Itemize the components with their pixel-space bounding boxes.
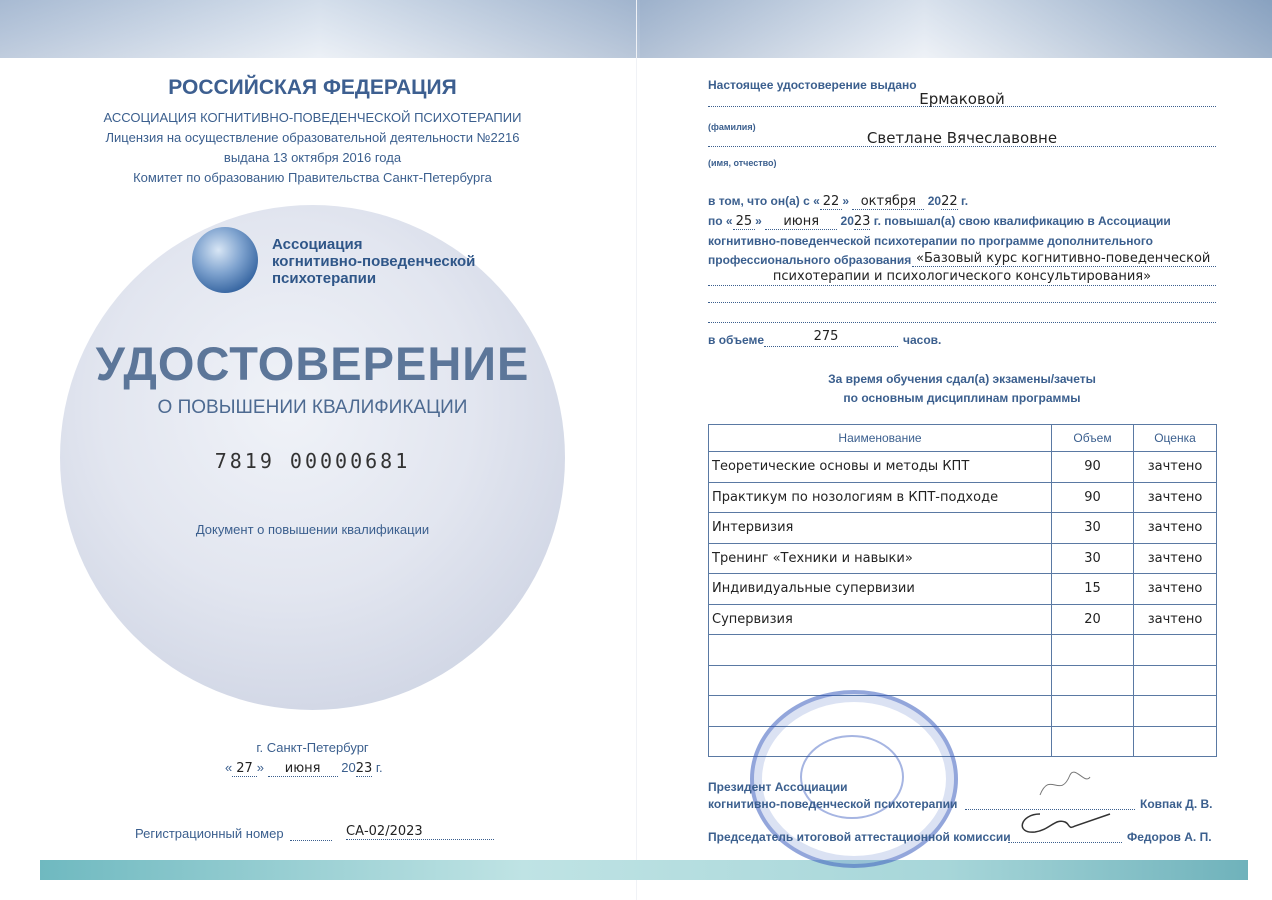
from-year-label: г. <box>960 194 969 208</box>
period-from-prefix: в том, что он(а) с <box>708 194 810 208</box>
certificate-number: 7819 00000681 <box>214 449 411 473</box>
table-row <box>709 665 1217 696</box>
footer-band <box>40 860 1248 880</box>
period-to <box>708 214 1171 230</box>
cell-volume: 20 <box>1052 604 1134 635</box>
chair-name: Федоров А. П. <box>1127 830 1212 844</box>
program-line-1: «Базовый курс когнитивно-поведенческой <box>916 251 1211 266</box>
table-header-row <box>709 425 1217 452</box>
grades-table <box>708 424 1217 757</box>
chair-signature-line <box>1008 842 1122 843</box>
blank-line-1 <box>708 302 1216 303</box>
to-year: 23 <box>853 214 871 229</box>
cell-grade: зачтено <box>1134 452 1217 483</box>
table-row <box>709 513 1217 544</box>
to-quote-close: » <box>755 214 762 228</box>
exams-line-2: по основным дисциплинам программы <box>843 391 1081 405</box>
table-row <box>709 482 1217 513</box>
cell-name: Практикум по нозологиям в КПТ-подходе <box>709 482 1052 513</box>
certificate-title: УДОСТОВЕРЕНИЕ <box>95 337 530 390</box>
cell-volume: 90 <box>1052 482 1134 513</box>
header-name: Наименование <box>709 425 1052 452</box>
cell-grade: зачтено <box>1134 574 1217 605</box>
cell-name: Индивидуальные супервизии <box>709 574 1052 605</box>
logo-text-line-1: Ассоциация <box>272 236 363 253</box>
name-value: Светлане Вячеславовне <box>866 129 1058 147</box>
issue-date <box>225 760 383 777</box>
date-year-label: г. <box>375 760 383 775</box>
blank-line-2 <box>708 322 1216 323</box>
cell-grade <box>1134 665 1217 696</box>
table-row <box>709 452 1217 483</box>
issued-to-label: Настоящее удостоверение выдано <box>708 78 917 92</box>
to-day: 25 <box>733 214 756 230</box>
date-quote-open: « <box>225 760 233 775</box>
document-kind: Документ о повышении квалификации <box>195 522 430 537</box>
table-row <box>709 635 1217 666</box>
cell-volume <box>1052 665 1134 696</box>
to-month: июня <box>765 214 837 230</box>
period-to-prefix: по <box>708 214 723 228</box>
president-signature-icon <box>1030 765 1100 805</box>
to-year-prefix: 20 <box>840 214 854 228</box>
date-quote-close: » <box>256 760 265 775</box>
org-line: АССОЦИАЦИЯ КОГНИТИВНО-ПОВЕДЕНЧЕСКОЙ ПСИХОТЕРАПИИ <box>103 110 522 125</box>
logo-text <box>272 236 475 287</box>
cell-grade <box>1134 635 1217 666</box>
cell-volume <box>1052 635 1134 666</box>
page-fold <box>636 0 637 900</box>
qualification-text-3: профессионального образования <box>708 253 912 267</box>
cell-volume: 30 <box>1052 543 1134 574</box>
from-year-prefix: 20 <box>927 194 942 208</box>
certificate-subtitle: О ПОВЫШЕНИИ КВАЛИФИКАЦИИ <box>157 397 468 418</box>
registration-dots <box>290 840 332 841</box>
chair-label: Председатель итоговой аттестационной комиссии <box>708 830 1011 844</box>
cell-name <box>709 665 1052 696</box>
association-logo-icon <box>192 227 258 293</box>
date-month: июня <box>268 761 338 777</box>
volume-dots <box>764 346 898 347</box>
name-label: (имя, отчество) <box>708 158 777 168</box>
quote-close: » <box>842 194 850 208</box>
cell-grade: зачтено <box>1134 543 1217 574</box>
cell-volume <box>1052 696 1134 727</box>
cell-name: Тренинг «Техники и навыки» <box>709 543 1052 574</box>
cell-name: Супервизия <box>709 604 1052 635</box>
city: г. Санкт-Петербург <box>256 740 369 755</box>
cell-grade <box>1134 726 1217 757</box>
logo-text-line-2: когнитивно-поведенческой <box>272 253 476 270</box>
to-quote-open: « <box>725 214 733 228</box>
header-band-left <box>0 0 640 58</box>
president-line-2: когнитивно-поведенческой психотерапии <box>708 797 958 811</box>
cell-name <box>709 635 1052 666</box>
period-from <box>708 194 968 210</box>
country-title: РОССИЙСКАЯ ФЕДЕРАЦИЯ <box>168 76 457 99</box>
cell-grade <box>1134 696 1217 727</box>
date-year-suffix: 23 <box>355 761 373 776</box>
cell-volume: 30 <box>1052 513 1134 544</box>
cell-volume: 90 <box>1052 452 1134 483</box>
table-row <box>709 574 1217 605</box>
volume-value: 275 <box>813 329 839 344</box>
from-day: 22 <box>820 194 843 210</box>
from-month: октября <box>852 194 924 210</box>
license-line: Лицензия на осуществление образовательной деятельности №2216 <box>105 130 520 145</box>
cell-volume: 15 <box>1052 574 1134 605</box>
surname-value: Ермаковой <box>919 90 1005 108</box>
cell-name: Интервизия <box>709 513 1052 544</box>
program-line-2-dots <box>708 285 1216 286</box>
surname-label: (фамилия) <box>708 122 756 132</box>
chair-signature-icon <box>1010 808 1120 838</box>
table-row <box>709 543 1217 574</box>
date-year-prefix: 20 <box>341 760 356 775</box>
logo-text-line-3: психотерапии <box>272 270 377 287</box>
committee-line: Комитет по образованию Правительства Санкт-Петербурга <box>133 170 492 185</box>
date-day: 27 <box>232 761 257 777</box>
table-row <box>709 604 1217 635</box>
program-line-2: психотерапии и психологического консультирования» <box>772 269 1152 284</box>
header-grade: Оценка <box>1134 425 1217 452</box>
program-line-1-dots <box>912 266 1216 267</box>
president-name: Ковпак Д. В. <box>1140 797 1213 811</box>
header-band-right <box>640 0 1272 58</box>
president-line-1: Президент Ассоциации <box>708 780 848 794</box>
from-year: 22 <box>941 194 958 209</box>
cell-name: Теоретические основы и методы КПТ <box>709 452 1052 483</box>
issued-line: выдана 13 октября 2016 года <box>223 150 402 165</box>
header-volume: Объем <box>1052 425 1134 452</box>
hours-label: часов. <box>903 333 942 347</box>
qualification-text-2: когнитивно-поведенческой психотерапии по программе дополнительного <box>708 234 1154 248</box>
cell-grade: зачтено <box>1134 513 1217 544</box>
exams-line-1: За время обучения сдал(а) экзамены/зачеты <box>828 372 1096 386</box>
registration-label: Регистрационный номер <box>135 826 284 841</box>
cell-volume <box>1052 726 1134 757</box>
registration-number: СА-02/2023 <box>346 824 494 840</box>
volume-label: в объеме <box>708 333 765 347</box>
cell-grade: зачтено <box>1134 482 1217 513</box>
cell-grade: зачтено <box>1134 604 1217 635</box>
quote-open: « <box>813 194 820 208</box>
qualification-text-1: г. повышал(а) свою квалификацию в Ассоциации <box>873 214 1171 228</box>
